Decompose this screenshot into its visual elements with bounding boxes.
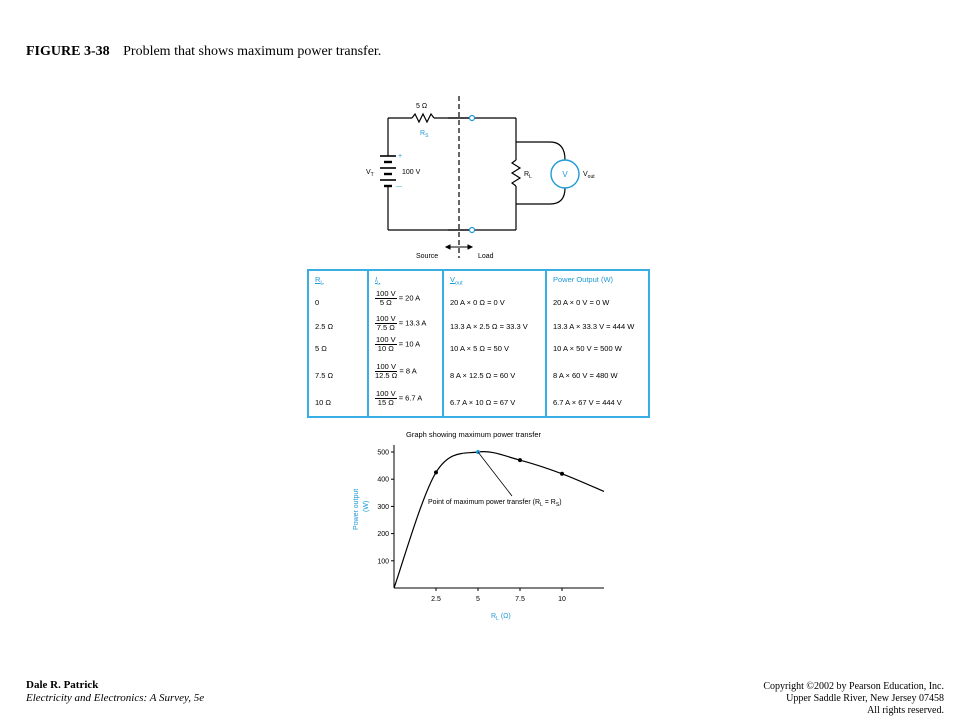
data-point xyxy=(560,472,564,476)
minus-sign: — xyxy=(396,184,402,190)
power-graph xyxy=(340,425,630,630)
load-side-label: Load xyxy=(478,253,494,260)
rl-column xyxy=(309,271,365,416)
max-power-annotation: Point of maximum power transfer $(R_L = R_S)$ xyxy=(428,499,562,508)
power-curve xyxy=(394,452,604,588)
y-tick-label: 200 xyxy=(377,531,389,539)
vout-cell: 8 A × 12.5 Ω = 60 V xyxy=(450,371,516,380)
y-axis-unit: (W) xyxy=(363,500,370,512)
il-header: $I_L$ xyxy=(375,275,381,287)
y-tick-label: 100 xyxy=(377,558,389,566)
x-ticks xyxy=(431,588,566,603)
power-transfer-table xyxy=(307,269,650,418)
source-side-label: Source xyxy=(416,253,439,260)
data-point xyxy=(434,470,438,474)
y-tick-label: 400 xyxy=(377,476,389,484)
footer-right xyxy=(763,681,944,717)
vout-cell: 20 A × 0 Ω = 0 V xyxy=(450,298,505,307)
power-header: Power Output (W) xyxy=(553,275,614,284)
vout-cell: 6.7 A × 10 Ω = 67 V xyxy=(450,398,516,407)
figure-number: FIGURE 3-38 xyxy=(26,44,110,59)
meter-lead-top xyxy=(516,142,565,160)
data-point xyxy=(518,458,522,462)
il-column xyxy=(367,271,442,416)
graph-title: Graph showing maximum power transfer xyxy=(406,430,542,439)
annotation-leader xyxy=(478,452,512,496)
rl-cell: 2.5 Ω xyxy=(315,322,334,331)
power-cell: 6.7 A × 67 V = 444 V xyxy=(553,398,622,407)
rl-cell: 0 xyxy=(315,298,320,307)
rl-cell: 7.5 Ω xyxy=(315,371,334,380)
top-terminal xyxy=(470,116,475,121)
footer-rights: All rights reserved. xyxy=(867,705,944,716)
il-cell: $\frac{100 V}{5 \Omega}$ = 20 A xyxy=(376,289,421,307)
voltmeter-label: $V_{out}$ xyxy=(583,171,595,180)
source-voltage-value: 100 V xyxy=(402,169,421,176)
source-resistor-value: 5 Ω xyxy=(416,103,428,110)
x-tick-label: 7.5 xyxy=(515,596,525,603)
rl-cell: 5 Ω xyxy=(315,344,327,353)
vout-cell: 10 A × 5 Ω = 50 V xyxy=(450,344,509,353)
power-cell: 13.3 A × 33.3 V = 444 W xyxy=(553,322,635,331)
footer-author: Dale R. Patrick xyxy=(26,679,99,691)
footer-copyright: Copyright ©2002 by Pearson Education, Inc. xyxy=(763,681,944,692)
power-column xyxy=(545,271,650,416)
y-tick-label: 300 xyxy=(377,503,389,511)
il-cell: $\frac{100 V}{10 \Omega}$ = 10 A xyxy=(376,335,421,353)
x-axis-label: $R_L$ (Ω) xyxy=(491,613,511,622)
voltmeter-letter: V xyxy=(562,170,568,179)
figure-caption xyxy=(26,44,381,60)
footer-book: Electricity and Electronics: A Survey, 5e xyxy=(26,692,205,704)
y-tick-label: 500 xyxy=(377,449,389,457)
power-cell: 10 A × 50 V = 500 W xyxy=(553,344,622,353)
il-cell: $\frac{100 V}{7.5 \Omega}$ = 13.3 A xyxy=(376,314,427,332)
source-voltage-name: $V_T$ xyxy=(366,169,374,178)
footer-left xyxy=(26,679,204,705)
vout-header: $V_{out}$ xyxy=(450,275,463,287)
footer-address: Upper Saddle River, New Jersey 07458 xyxy=(786,693,944,704)
y-axis-label: Power output xyxy=(353,488,360,530)
source-resistor xyxy=(412,114,434,122)
load-resistor-name: $R_L$ xyxy=(524,171,532,180)
il-cell: $\frac{100 V}{12.5 \Omega}$ = 8 A xyxy=(375,362,417,380)
rl-cell: 10 Ω xyxy=(315,398,332,407)
battery-symbol xyxy=(380,154,396,192)
load-resistor xyxy=(512,160,520,186)
bottom-terminal xyxy=(470,228,475,233)
power-cell: 20 A × 0 V = 0 W xyxy=(553,298,610,307)
vout-cell: 13.3 A × 2.5 Ω = 33.3 V xyxy=(450,322,528,331)
power-cell: 8 A × 60 V = 480 W xyxy=(553,371,618,380)
il-cell: $\frac{100 V}{15 \Omega}$ = 6.7 A xyxy=(376,389,423,407)
x-tick-label: 10 xyxy=(558,596,566,603)
circuit-diagram xyxy=(340,92,630,264)
y-ticks xyxy=(377,450,394,566)
meter-lead-bottom xyxy=(516,188,565,204)
x-tick-label: 2.5 xyxy=(431,596,441,603)
rl-header: $R_L$ xyxy=(315,275,324,287)
source-resistor-name: $R_S$ xyxy=(420,130,429,139)
vout-column xyxy=(442,271,545,416)
x-tick-label: 5 xyxy=(476,596,480,603)
plus-sign: + xyxy=(398,153,403,160)
figure-title: Problem that shows maximum power transfer. xyxy=(123,44,382,59)
